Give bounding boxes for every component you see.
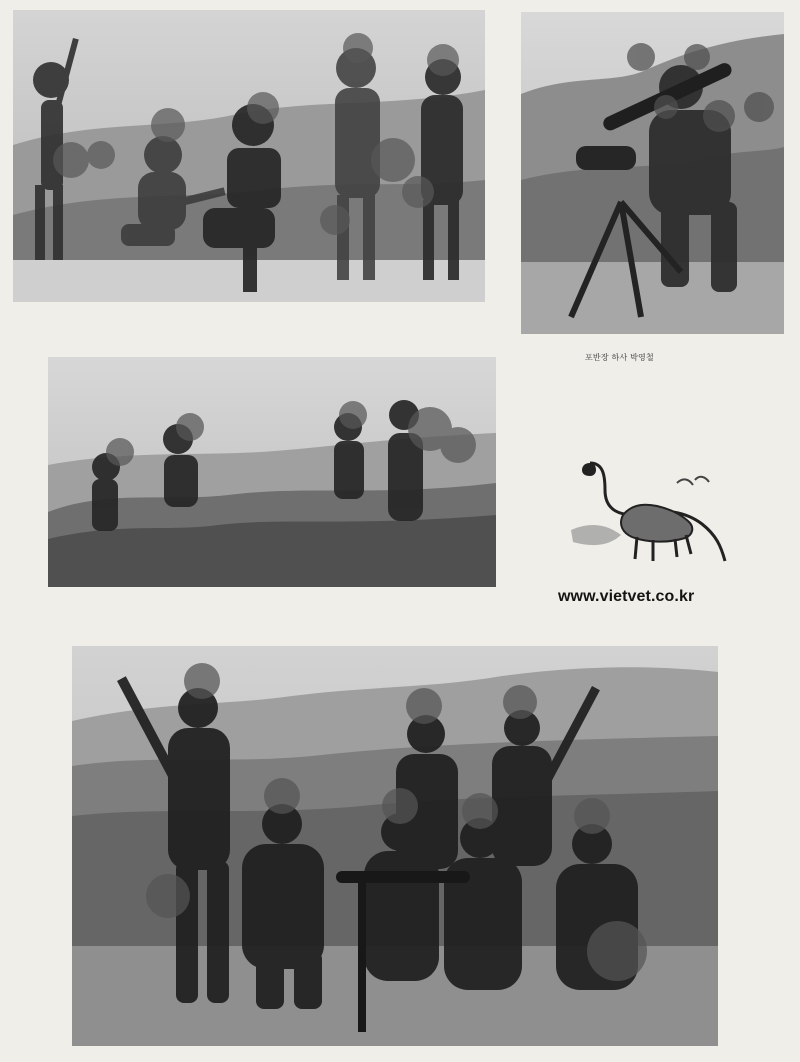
- photo-soldier-recoilless-rifle: [521, 12, 784, 334]
- photo-soldiers-advancing-brush: [48, 357, 496, 587]
- site-watermark: www.vietvet.co.kr: [558, 588, 695, 605]
- photo-soldiers-camouflage-field: [13, 10, 485, 302]
- dinosaur-drawing: [565, 455, 740, 575]
- photo-caption: 포반장 하사 박영철: [585, 353, 654, 362]
- photo-scene-1: [13, 10, 485, 302]
- photo-scene-2: [521, 12, 784, 334]
- photo-group-portrait-soldiers: [72, 646, 718, 1046]
- photo-scene-4: [72, 646, 718, 1046]
- photo-scene-3: [48, 357, 496, 587]
- dinosaur-sketch-icon: [565, 455, 740, 575]
